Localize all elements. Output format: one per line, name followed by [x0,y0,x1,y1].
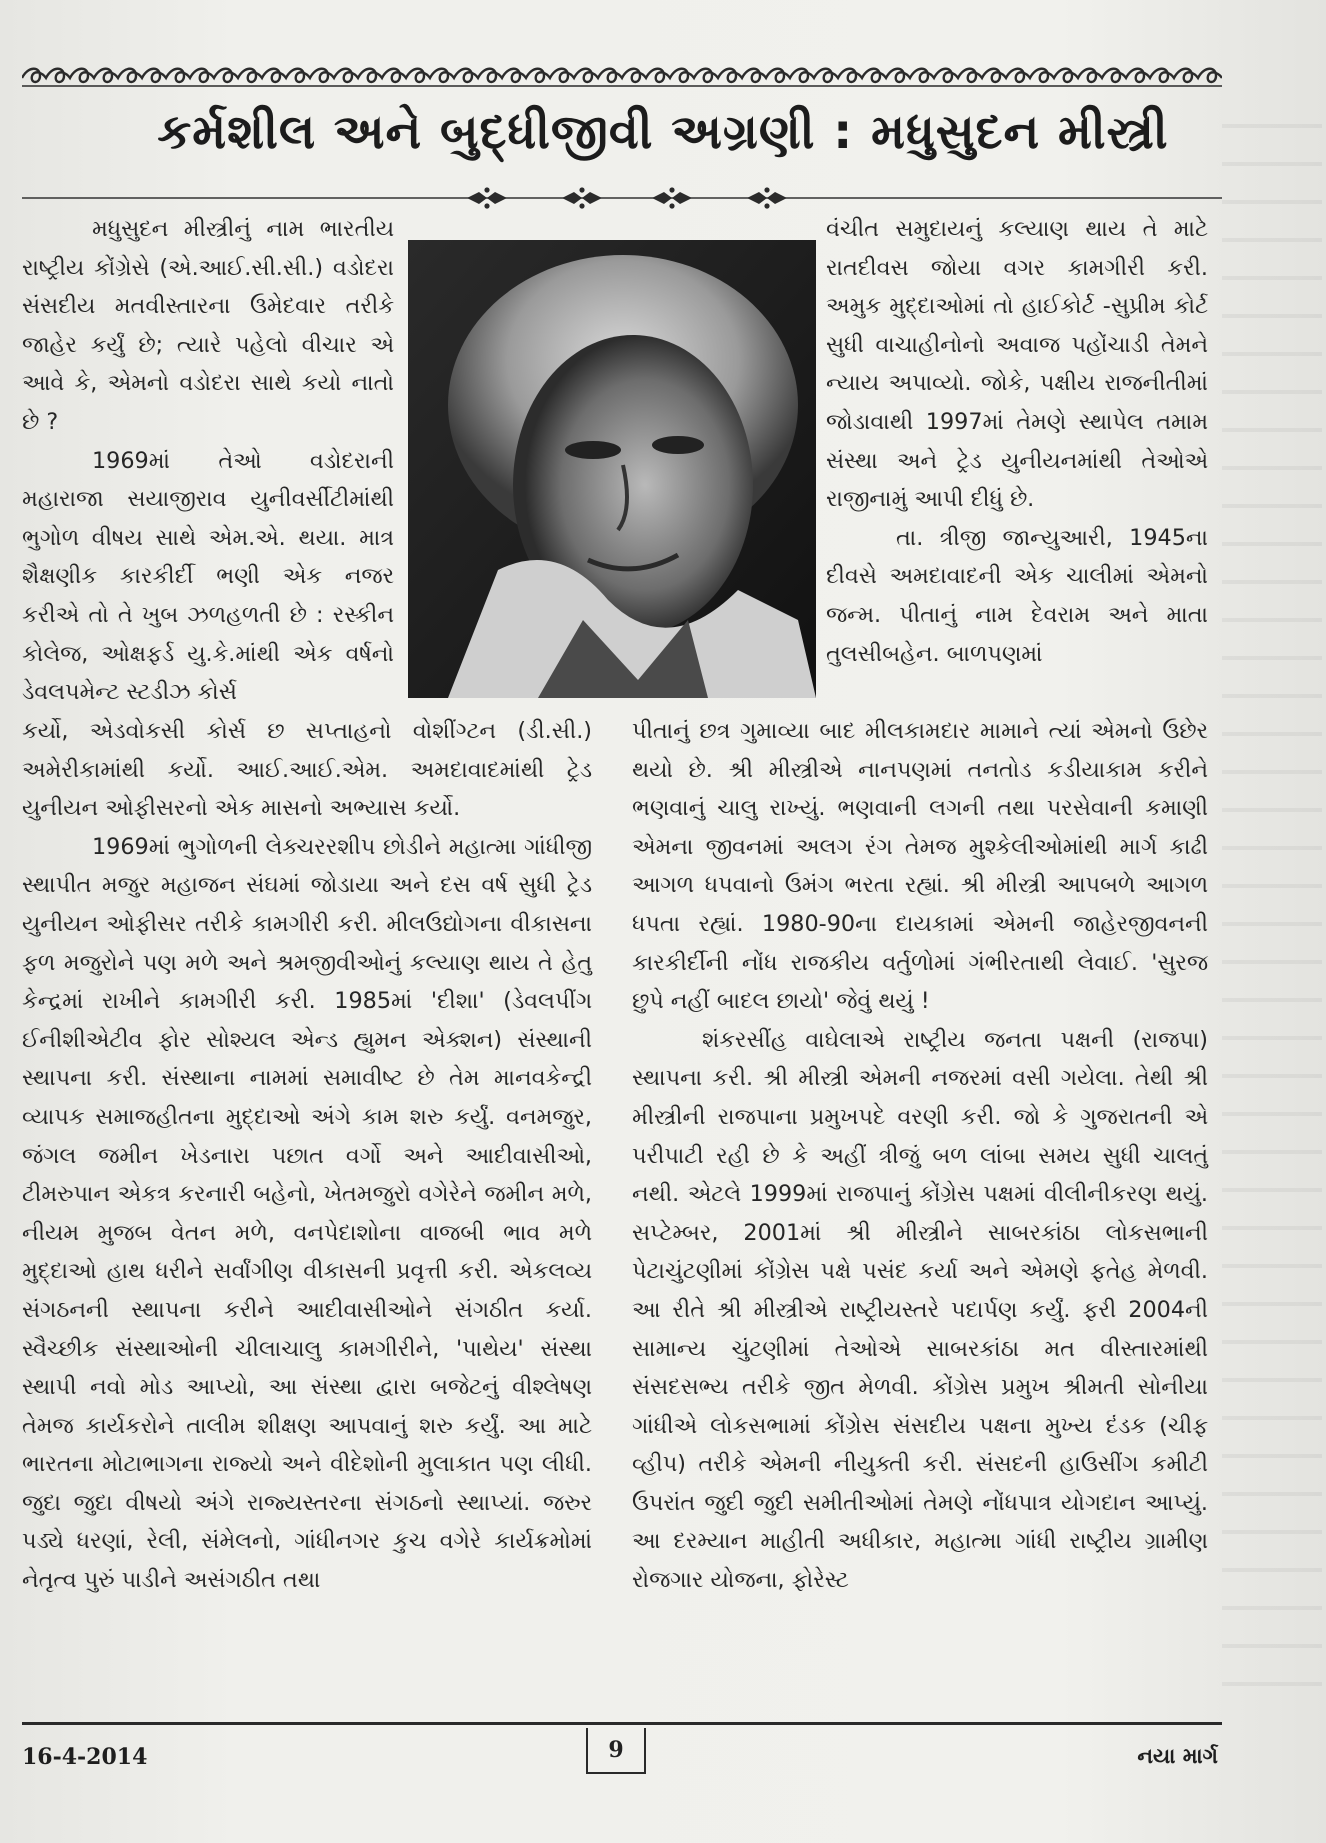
footer-date: 16-4-2014 [22,1744,148,1770]
column-right-bottom [632,712,1208,1600]
column-left-bottom [22,712,592,1600]
publication-name: નયા માર્ગ [1137,1744,1218,1768]
paragraph: મધુસુદન મીસ્ત્રીનું નામ ભારતીય રાષ્ટ્રીય કોંગ્રેસે (એ.આઈ.સી.સી.) વડોદરા સંસદીય મતવીસ્તારના ઉમેદવાર તરીકે જાહેર કર્યું છે; ત્યારે પહેલો વીચાર એ આવે કે, એમનો વડોદરા સાથે કયો નાતો છે ? [22,216,394,435]
portrait-photo [408,240,816,698]
paragraph: પીતાનું છત્ર ગુમાવ્યા બાદ મીલકામદાર મામાને ત્યાં એમનો ઉછેર થયો છે. શ્રી મીસ્ત્રીએ નાનપણમાં તનતોડ કડીયાકામ કરીને ભણવાનું ચાલુ રાખ્યું. ભણવાની લગની તથા પરસેવાની કમાણી એમના જીવનમાં અલગ રંગ તેમજ મુશ્કેલીઓમાંથી માર્ગ કાઢી આગળ ધપવાનો ઉમંગ ભરતા રહ્યાં. શ્રી મીસ્ત્રી આપબળે આગળ ધપતા રહ્યાં. 1980-90ના દાયકામાં એમની જાહેરજીવનની કારકીર્દીની નોંધ રાજકીય વર્તુળોમાં ગંભીરતાથી લેવાઈ. 'સુરજ છુપે નહીં બાદલ છાયો' જેવું થયું ! [632,718,1208,1015]
ornamental-top-border [22,64,1222,90]
paragraph: વંચીત સમુદાયનું કલ્યાણ થાય તે માટે રાતદીવસ જોયા વગર કામગીરી કરી. અમુક મુદ્દાઓમાં તો હાઈકોર્ટ -સુપ્રીમ કોર્ટ સુધી વાચાહીનોનો અવાજ પહોંચાડી તેમને ન્યાય અપાવ્યો. જોકે, પક્ષીય રાજનીતીમાં જોડાવાથી 1997માં તેમણે સ્થાપેલ તમામ સંસ્થા અને ટ્રેડ યુનીયનમાંથી તેઓએ રાજીનામું આપી દીધું છે. [826,216,1208,513]
paragraph: કર્યો, એડવોકસી કોર્સ છ સપ્તાહનો વોશીંગ્ટન (ડી.સી.) અમેરીકામાંથી કર્યો. આઈ.આઈ.એમ. અમદાવાદમાંથી ટ્રેડ યુનીયન ઓફીસરનો એક માસનો અભ્યાસ કર્યો. [22,718,592,822]
paragraph: શંકરસીંહ વાઘેલાએ રાષ્ટ્રીય જનતા પક્ષની (રાજપા) સ્થાપના કરી. શ્રી મીસ્ત્રી એમની નજરમાં વસી ગયેલા. તેથી શ્રી મીસ્ત્રીની રાજપાના પ્રમુખપદે વરણી કરી. જો કે ગુજરાતની એ પરીપાટી રહી છે કે અહીં ત્રીજું બળ લાંબા સમય સુધી ચાલતું નથી. એટલે 1999માં રાજપાનું કોંગ્રેસ પક્ષમાં વીલીનીકરણ થયું. સપ્ટેમ્બર, 2001માં શ્રી મીસ્ત્રીને સાબરકાંઠા લોકસભાની પેટાચુંટણીમાં કોંગ્રેસ પક્ષે પસંદ કર્યા અને એમણે ફતેહ મેળવી. આ રીતે શ્રી મીસ્ત્રીએ રાષ્ટ્રીયસ્તરે પદાર્પણ કર્યું. ફરી 2004ની સામાન્ય ચુંટણીમાં તેઓએ સાબરકાંઠા મત વીસ્તારમાંથી સંસદસભ્ય તરીકે જીત મેળવી. કોંગ્રેસ પ્રમુખ શ્રીમતી સોનીયા ગાંધીએ લોકસભામાં કોંગ્રેસ સંસદીય પક્ષના મુખ્ય દંડક (ચીફ વ્હીપ) તરીકે એમની નીયુક્તી કરી. સંસદની હાઉસીંગ કમીટી ઉપરાંત જુદી જુદી સમીતીઓમાં તેમણે નોંધપાત્ર યોગદાન આપ્યું. આ દરમ્યાન માહીતી અધીકાર, મહાત્મા ગાંધી રાષ્ટ્રીય ગ્રામીણ રોજગાર યોજના, ફોરેસ્ટ [632,1026,1208,1594]
footer-rule [22,1722,1222,1725]
portrait-image [408,240,816,698]
paragraph: 1969માં ભુગોળની લેક્ચરરશીપ છોડીને મહાત્મા ગાંધીજી સ્થાપીત મજુર મહાજન સંઘમાં જોડાયા અને દસ વર્ષ સુધી ટ્રેડ યુનીયન ઓફીસર તરીકે કામગીરી કરી. મીલઉદ્યોગના વીકાસના ફળ મજુરોને પણ મળે અને શ્રમજીવીઓનું કલ્યાણ થાય તે હેતુ કેન્દ્રમાં રાખીને કામગીરી કરી. 1985માં 'દીશા' (ડેવલપીંગ ઈનીશીએટીવ ફોર સોશ્યલ એન્ડ હ્યુમન એક્શન) સંસ્થાની સ્થાપના કરી. સંસ્થાના નામમાં સમાવીષ્ટ છે તેમ માનવકેન્દ્રી વ્યાપક સમાજહીતના મુદ્દાઓ અંગે કામ શરુ કર્યું. વનમજુર, જંગલ જમીન ખેડનારા પછાત વર્ગો અને આદીવાસીઓ, ટીમરુપાન એકત્ર કરનારી બહેનો, ખેતમજુરો વગેરેને જમીન મળે, નીયમ મુજબ વેતન મળે, વનપેદાશોના વાજબી ભાવ મળે મુદ્દાઓ હાથ ધરીને સર્વાંગીણ વીકાસની પ્રવૃત્તી કરી. એકલવ્ય સંગઠનની સ્થાપના કરીને આદીવાસીઓને સંગઠીત કર્યા. સ્વૈચ્છીક સંસ્થાઓની ચીલાચાલુ કામગીરીને, 'પાથેય' સંસ્થા સ્થાપી નવો મોડ આપ્યો, આ સંસ્થા દ્વારા બજેટનું વીશ્લેષણ તેમજ કાર્યકરોને તાલીમ શીક્ષણ આપવાનું શરુ કર્યું. આ માટે ભારતના મોટાભાગના રાજ્યો અને વીદેશોની મુલાકાત પણ લીધી. જુદા જુદા વીષયો અંગે રાજ્યસ્તરના સંગઠનો સ્થાપ્યાં. જરુર પડ્યે ધરણાં, રેલી, સંમેલનો, ગાંધીનગર કુચ વગેરે કાર્યક્રમોમાં નેતૃત્વ પુરું પાડીને અસંગઠીત તથા [22,833,592,1594]
article-title: કર્મશીલ અને બુદ્ધીજીવી અગ્રણી : મધુસુદન મીસ્ત્રી [157,104,1169,160]
page-number: 9 [586,1728,646,1774]
paragraph: તા. ત્રીજી જાન્યુઆરી, 1945ના દીવસે અમદાવાદની એક ચાલીમાં એમનો જન્મ. પીતાનું નામ દેવરામ અને માતા તુલસીબહેન. બાળપણમાં [826,524,1208,667]
column-right-top [826,210,1208,673]
paragraph: 1969માં તેઓ વડોદરાની મહારાજા સયાજીરાવ યુનીવર્સીટીમાંથી ભુગોળ વીષય સાથે એમ.એ. થયા. માત્ર શૈક્ષણીક કારકીર્દી ભણી એક નજર કરીએ તો તે ખુબ ઝળહળતી છે : રસ્કીન કોલેજ, ઓક્ષફર્ડ યુ.કે.માંથી એક વર્ષનો ડેવલપમેન્ટ સ્ટડીઝ કોર્સ [22,447,394,706]
bleed-through-shadow [1222,90,1322,1710]
column-left-top [22,210,394,712]
